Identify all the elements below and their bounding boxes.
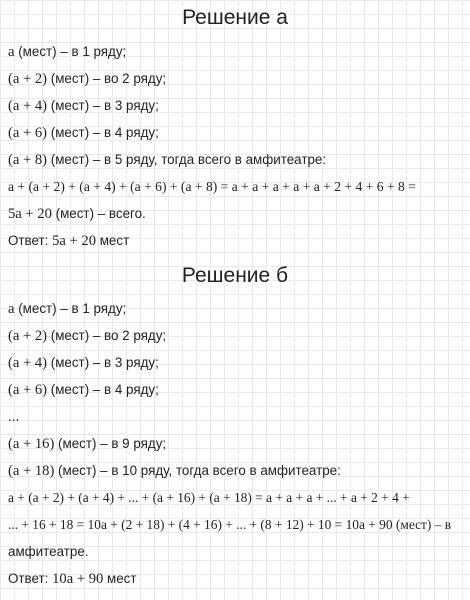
line-text: амфитеатре. <box>8 544 89 559</box>
math-expression: (a + 8) <box>8 152 48 168</box>
line-text: (мест) – в 9 ряду; <box>54 436 167 451</box>
answer-suffix: мест <box>103 571 137 586</box>
math-expression: 10a + 90 <box>52 571 104 587</box>
solution-b-sum-line-1 <box>8 490 464 506</box>
math-expression: (a + 6) <box>8 382 48 398</box>
solution-b-sum-line-3 <box>8 544 464 560</box>
solution-a-sum-line-1 <box>8 179 464 195</box>
solution-b-ellipsis <box>8 409 464 425</box>
math-expression: a + (a + 2) + (a + 4) + (a + 6) + (a + 8) = a + a + a + a + a + 2 + 4 + 6 + 8 = <box>8 179 416 194</box>
line-text: (мест) – в 4 ряду; <box>47 382 159 397</box>
math-expression: a <box>8 301 15 317</box>
solution-a-line-4 <box>8 125 464 141</box>
math-expression: (a + 6) <box>8 125 48 141</box>
solution-b-line-4 <box>8 382 464 398</box>
solution-a-answer <box>8 233 464 249</box>
math-expression: 5a + 20 <box>52 233 96 249</box>
math-expression: ... + 16 + 18 = 10a + (2 + 18) + (4 + 16) + ... + (8 + 12) + 10 = 10a + 90 (мест) – в <box>8 517 452 532</box>
math-expression: a + (a + 2) + (a + 4) + ... + (a + 16) + (a + 18) = a + a + a + ... + a + 2 + 4 + <box>8 490 410 505</box>
line-text: ... <box>8 409 20 424</box>
solution-a-title: Решение а <box>182 6 288 29</box>
solution-b-line-10 <box>8 463 464 479</box>
math-expression: a <box>8 44 15 60</box>
math-expression: (a + 2) <box>8 71 48 87</box>
line-text: (мест) – в 4 ряду; <box>47 125 159 140</box>
math-expression: (a + 4) <box>8 355 48 371</box>
solution-b-sum-line-2 <box>8 517 464 533</box>
line-text: (мест) – в 3 ряду; <box>47 355 159 370</box>
solution-b-line-3 <box>8 355 464 371</box>
solution-b-title: Решение б <box>181 264 289 287</box>
line-text: (мест) – в 10 ряду, тогда всего в амфитеатре: <box>54 463 341 478</box>
line-text: (мест) – в 5 ряду, тогда всего в амфитеатре: <box>47 152 327 167</box>
solution-a-line-2 <box>8 71 464 87</box>
math-expression: (a + 4) <box>8 98 48 114</box>
solution-a-line-3 <box>8 98 464 114</box>
solution-a-line-5 <box>8 152 464 168</box>
solution-b-line-2 <box>8 328 464 344</box>
solution-b-answer <box>8 571 464 587</box>
math-expression: (a + 16) <box>8 436 55 452</box>
line-text: (мест) – в 3 ряду; <box>47 98 159 113</box>
answer-prefix: Ответ: <box>8 571 53 586</box>
math-expression: (a + 2) <box>8 328 48 344</box>
math-expression: (a + 18) <box>8 463 55 479</box>
line-text: (мест) – во 2 ряду; <box>47 328 167 343</box>
math-expression: 5a + 20 <box>8 206 52 222</box>
line-text: (мест) – в 1 ряду; <box>14 301 127 316</box>
answer-suffix: мест <box>96 233 130 248</box>
solution-a-sum-line-2 <box>8 206 464 222</box>
solution-a-line-1 <box>8 44 464 60</box>
line-text: (мест) – всего. <box>51 206 146 221</box>
line-text: (мест) – во 2 ряду; <box>47 71 167 86</box>
line-text: (мест) – в 1 ряду; <box>14 44 127 59</box>
answer-prefix: Ответ: <box>8 233 53 248</box>
solution-b-line-9 <box>8 436 464 452</box>
solution-b-line-1 <box>8 301 464 317</box>
